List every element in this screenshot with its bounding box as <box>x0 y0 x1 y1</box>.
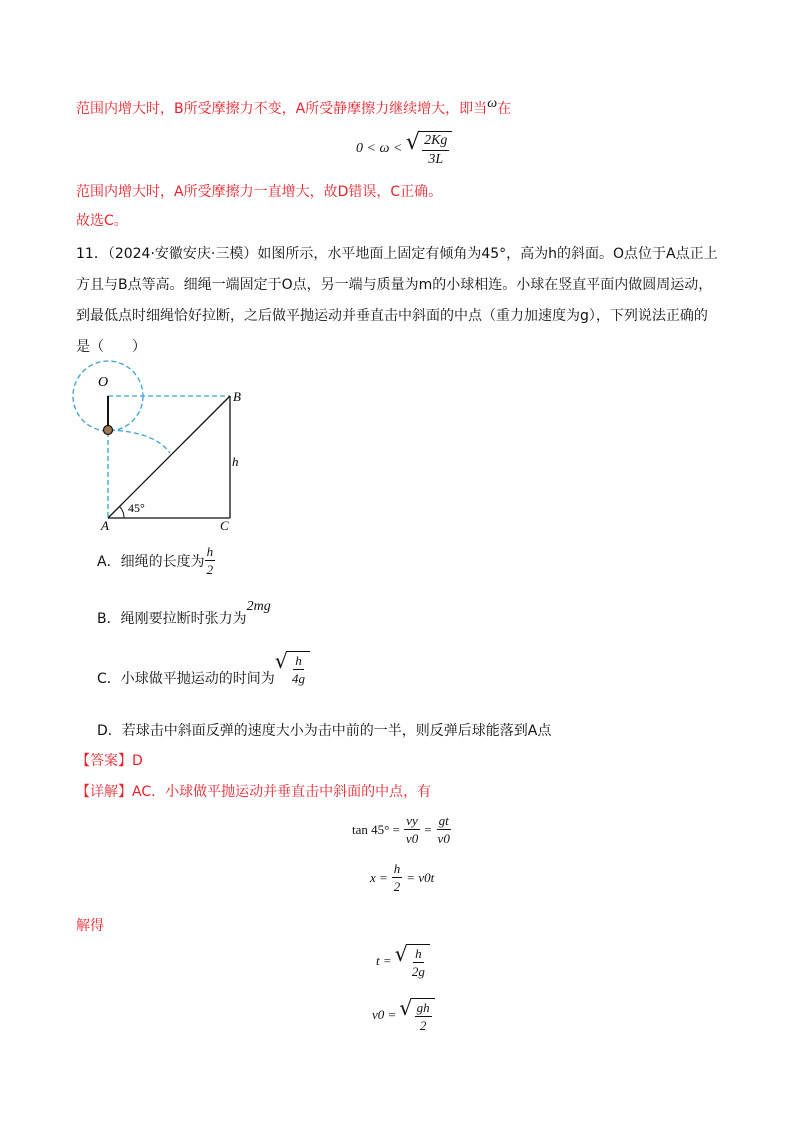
eq4-num: gh <box>416 1000 430 1015</box>
question-line-1: 11．（2024·安徽安庆·三模）如图所示，水平地面上固定有倾角为45°，高为h的斜面。O点位于A点正上 <box>76 246 718 262</box>
detail-tag: 【详解】 <box>76 784 132 800</box>
eq2-num: h <box>393 861 401 876</box>
equation-1: tan 45° = $\frac{vy}{v0}$ = $\frac{gt}{v0}$ <box>352 813 450 846</box>
eq1-f2-num: gt <box>438 813 449 828</box>
label-B: B <box>233 389 241 404</box>
label-C: C <box>220 518 229 530</box>
eq1-f2-den: v0 <box>437 831 450 846</box>
angle-arc <box>120 507 125 519</box>
label-O: O <box>98 375 109 390</box>
trajectory-path <box>110 430 170 453</box>
label-angle: 45° <box>128 501 145 515</box>
frac-num: 2Kg <box>422 134 449 151</box>
omega-symbol: ω <box>487 96 498 111</box>
eq4-left: v0 = <box>372 1007 397 1022</box>
eq2-right: = v0t <box>406 869 435 885</box>
answer-line <box>76 750 143 770</box>
option-a-den: 2 <box>206 562 214 577</box>
answer-tag: 【答案】 <box>76 753 132 769</box>
label-A: A <box>101 518 109 530</box>
option-b-expr: 2mg <box>246 599 271 614</box>
frac-den: 3L <box>428 152 444 167</box>
option-a-text: A．细绳的长度为 <box>97 553 205 570</box>
option-c-text: C．小球做平抛运动的时间为 <box>97 671 275 687</box>
solution-line-2: 范围内增大时，A所受摩擦力一直增大，故D错误，C正确。 <box>76 184 443 200</box>
ineq-left: 0 < ω < <box>356 141 403 157</box>
answer-value: D <box>132 753 143 769</box>
option-c-den: 4g <box>292 671 306 686</box>
option-b[interactable] <box>97 599 271 628</box>
equation-4: v0 = √ $\frac{gh}{2}$ <box>372 998 435 1032</box>
question-line-2: 方且与B点等高。细绳一端固定于O点，另一端与质量为m的小球相连。小球在竖直平面内做圆周运动， <box>76 277 713 293</box>
detail-line <box>76 781 431 801</box>
eq3-num: h <box>415 946 422 961</box>
label-h: h <box>232 454 239 469</box>
eq3-left: t = <box>376 953 392 968</box>
option-a-num: h <box>206 544 214 559</box>
detail-text: AC．小球做平抛运动并垂直击中斜面的中点，有 <box>132 784 432 800</box>
eq1-f1-den: v0 <box>405 831 419 846</box>
ball <box>104 426 113 435</box>
solution-line-3: 故选C。 <box>76 213 128 229</box>
option-d[interactable]: D．若球击中斜面反弹的速度大小为击中前的一半，则反弹后球能落到A点 <box>97 723 552 739</box>
option-b-text: B．绳刚要拉断时张力为 <box>97 611 247 627</box>
eq1-left: tan 45° = <box>352 821 400 837</box>
question-line-3: 到最低点时细绳恰好拉断，之后做平抛运动并垂直击中斜面的中点（重力加速度为g），下列说法正确的 <box>76 308 708 324</box>
question-line-4: 是（ ） <box>76 339 146 355</box>
eq2-left: x = <box>370 869 388 885</box>
inequality-formula <box>356 131 452 167</box>
equation-3: t = √ $\frac{h}{2g}$ <box>376 944 430 978</box>
equation-2 <box>370 862 434 893</box>
incline-AB <box>108 396 230 518</box>
eq1-f1-num: vy <box>406 813 418 828</box>
sqrt-expr: √ $\frac{2Kg}{3L}$ <box>406 131 453 167</box>
solution-text: 范围内增大时，B所受摩擦力不变，A所受静摩擦力继续增大，即当 <box>76 101 488 117</box>
eq3-den: 2g <box>411 964 425 979</box>
incline-figure <box>70 360 260 530</box>
option-a[interactable] <box>97 545 215 576</box>
solution-line-1 <box>76 98 511 118</box>
option-c[interactable]: C．小球做平抛运动的时间为 √ $\frac{h}{4g}$ <box>97 651 310 685</box>
eq4-den: 2 <box>419 1018 427 1033</box>
solve-label: 解得 <box>76 918 104 934</box>
option-c-num: h <box>295 653 302 668</box>
eq2-den: 2 <box>393 879 401 894</box>
solution-text-tail: 在 <box>497 101 512 117</box>
